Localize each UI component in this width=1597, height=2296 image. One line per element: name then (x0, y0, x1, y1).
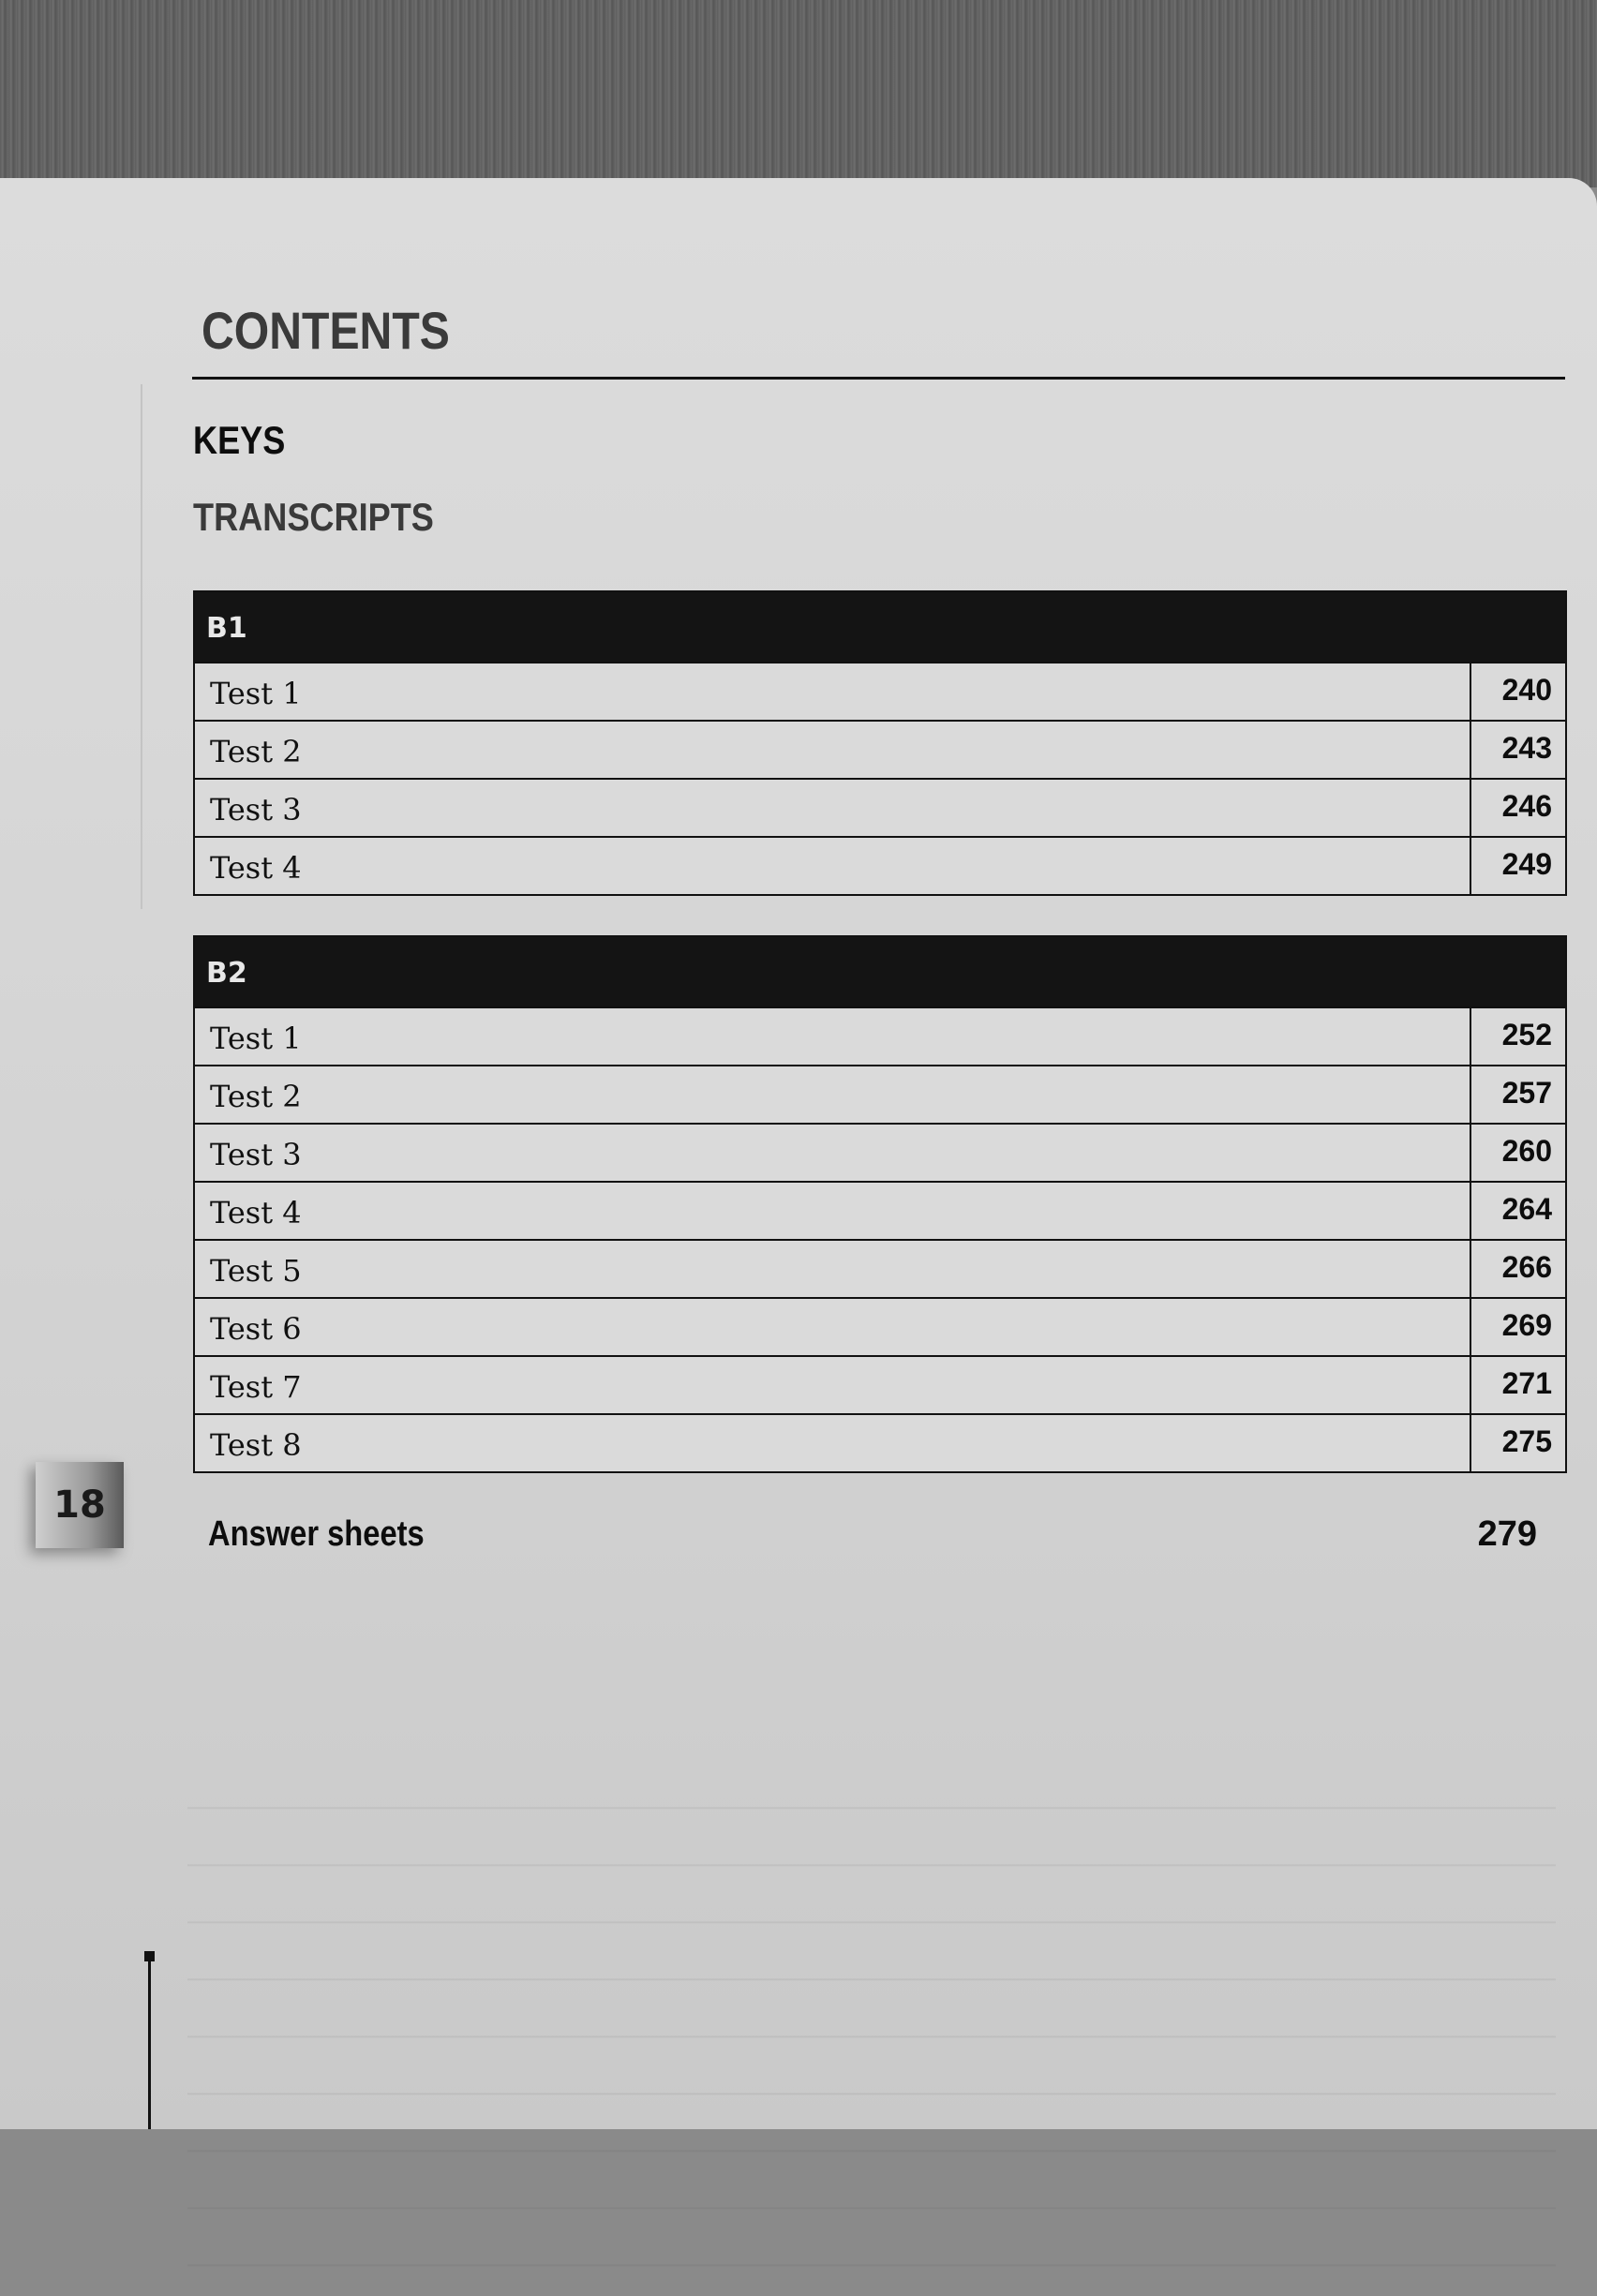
page-crease (141, 384, 142, 909)
table-row (195, 1065, 1565, 1123)
table-row (195, 778, 1565, 836)
section-b2 (193, 935, 1567, 1473)
answer-sheets-label: Answer sheets (208, 1514, 425, 1554)
row-page-number: 260 (1470, 1125, 1565, 1181)
row-label: Test 7 (210, 1369, 302, 1405)
background-desk (0, 0, 1597, 187)
row-label: Test 1 (210, 1021, 302, 1056)
row-label: Test 6 (210, 1311, 302, 1347)
table-row (195, 1181, 1565, 1239)
table-row (195, 720, 1565, 778)
row-page-number: 275 (1470, 1415, 1565, 1471)
page-title: CONTENTS (201, 301, 450, 360)
row-label: Test 4 (210, 850, 302, 886)
row-label: Test 4 (210, 1195, 302, 1230)
keys-heading: KEYS (193, 418, 286, 462)
table-row (195, 1297, 1565, 1355)
bleed-through-shadow (187, 1752, 1556, 2296)
transcripts-heading: TRANSCRIPTS (193, 495, 434, 539)
row-page-number: 257 (1470, 1066, 1565, 1123)
row-page-number: 264 (1470, 1183, 1565, 1239)
section-header: B1 (195, 592, 1565, 662)
row-page-number: 269 (1470, 1299, 1565, 1355)
row-label: Test 8 (210, 1427, 302, 1463)
table-row (195, 1239, 1565, 1297)
row-label: Test 3 (210, 792, 302, 827)
section-header: B2 (195, 937, 1565, 1006)
table-row (195, 1006, 1565, 1065)
table-row (195, 1355, 1565, 1413)
table-row (195, 662, 1565, 720)
margin-marker-line (148, 1955, 151, 2129)
row-label: Test 5 (210, 1253, 302, 1289)
row-label: Test 1 (210, 676, 302, 711)
table-row (195, 1413, 1565, 1471)
page-number: 18 (53, 1483, 106, 1527)
title-rule (192, 377, 1565, 380)
answer-sheets-page-number: 279 (1477, 1514, 1537, 1554)
row-page-number: 240 (1470, 663, 1565, 720)
row-page-number: 243 (1470, 722, 1565, 778)
table-row (195, 1123, 1565, 1181)
row-label: Test 3 (210, 1137, 302, 1172)
page-number-tab (36, 1462, 124, 1548)
section-b1 (193, 590, 1567, 896)
row-page-number: 271 (1470, 1357, 1565, 1413)
table-row (195, 836, 1565, 894)
row-label: Test 2 (210, 1079, 302, 1114)
row-page-number: 252 (1470, 1008, 1565, 1065)
row-label: Test 2 (210, 734, 302, 769)
row-page-number: 249 (1470, 838, 1565, 894)
row-page-number: 246 (1470, 780, 1565, 836)
row-page-number: 266 (1470, 1241, 1565, 1297)
